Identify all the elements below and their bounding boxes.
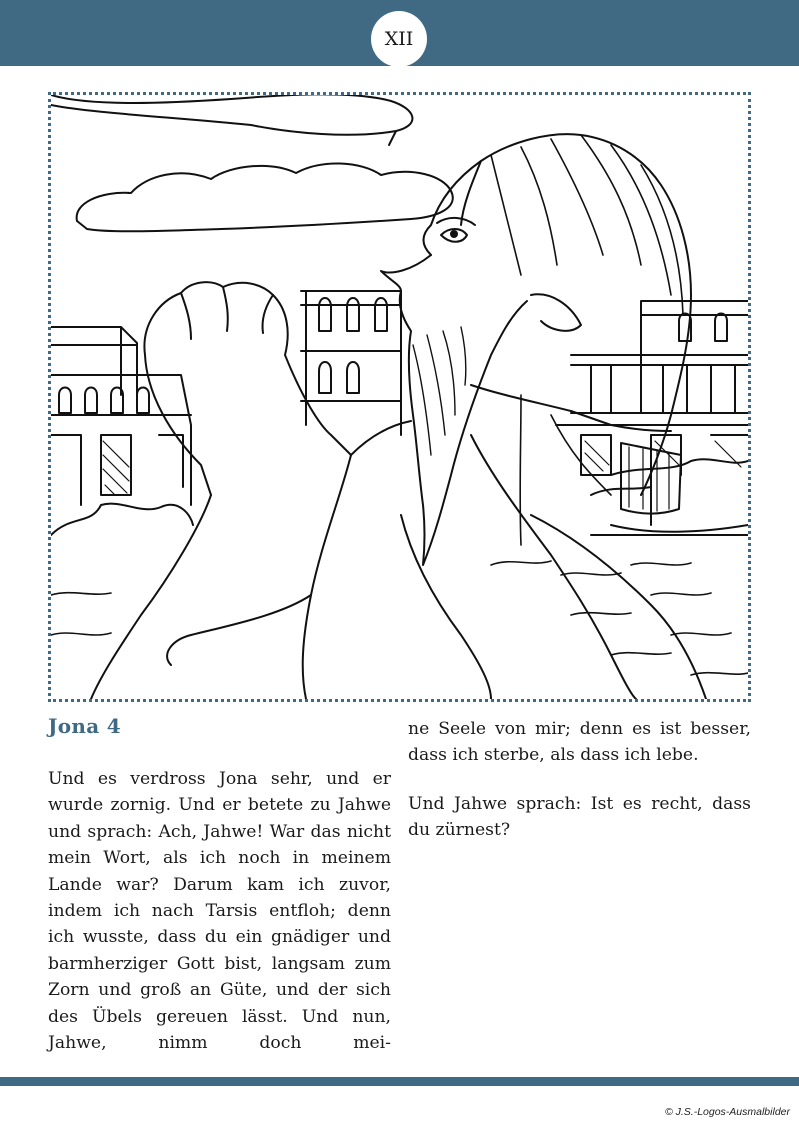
cloud-top	[51, 95, 412, 135]
paragraph: Und es verdross Jona sehr, und er wurde zornig. Und er betete zu Jahwe und sprach: Ach, Jahwe! War das nicht mein Wort, als ich noch in meinem Lande war? Darum kam ich zuvor, indem ich nach Tarsis entfloh; denn ich wusste, dass du ein gnädiger und barmherziger Gott bist, langsam zum Zorn und groß an Güte, und der sich des Übels gereuen lässt. Und nun, Jahwe, nimm doch mei-	[48, 769, 391, 1054]
cloud-middle	[77, 163, 453, 231]
paragraph: ne Seele von mir; denn es ist besser, dass ich sterbe, als dass ich lebe.	[408, 719, 751, 766]
page-number: XII	[384, 28, 414, 50]
paragraph: Und Jahwe sprach: Ist es recht, dass du zürnest?	[408, 793, 751, 841]
section-title: Jona 4	[48, 714, 121, 738]
left-building	[51, 327, 137, 395]
copyright-notice: © J.S.-Logos-Ausmalbilder	[664, 1106, 790, 1118]
water	[51, 561, 748, 675]
jonah-beard	[400, 291, 527, 565]
text-column-left	[48, 766, 391, 1056]
text-column-right	[408, 716, 751, 844]
footer-bar	[0, 1077, 799, 1086]
page-number-badge	[371, 11, 427, 67]
coloring-illustration	[48, 92, 751, 702]
